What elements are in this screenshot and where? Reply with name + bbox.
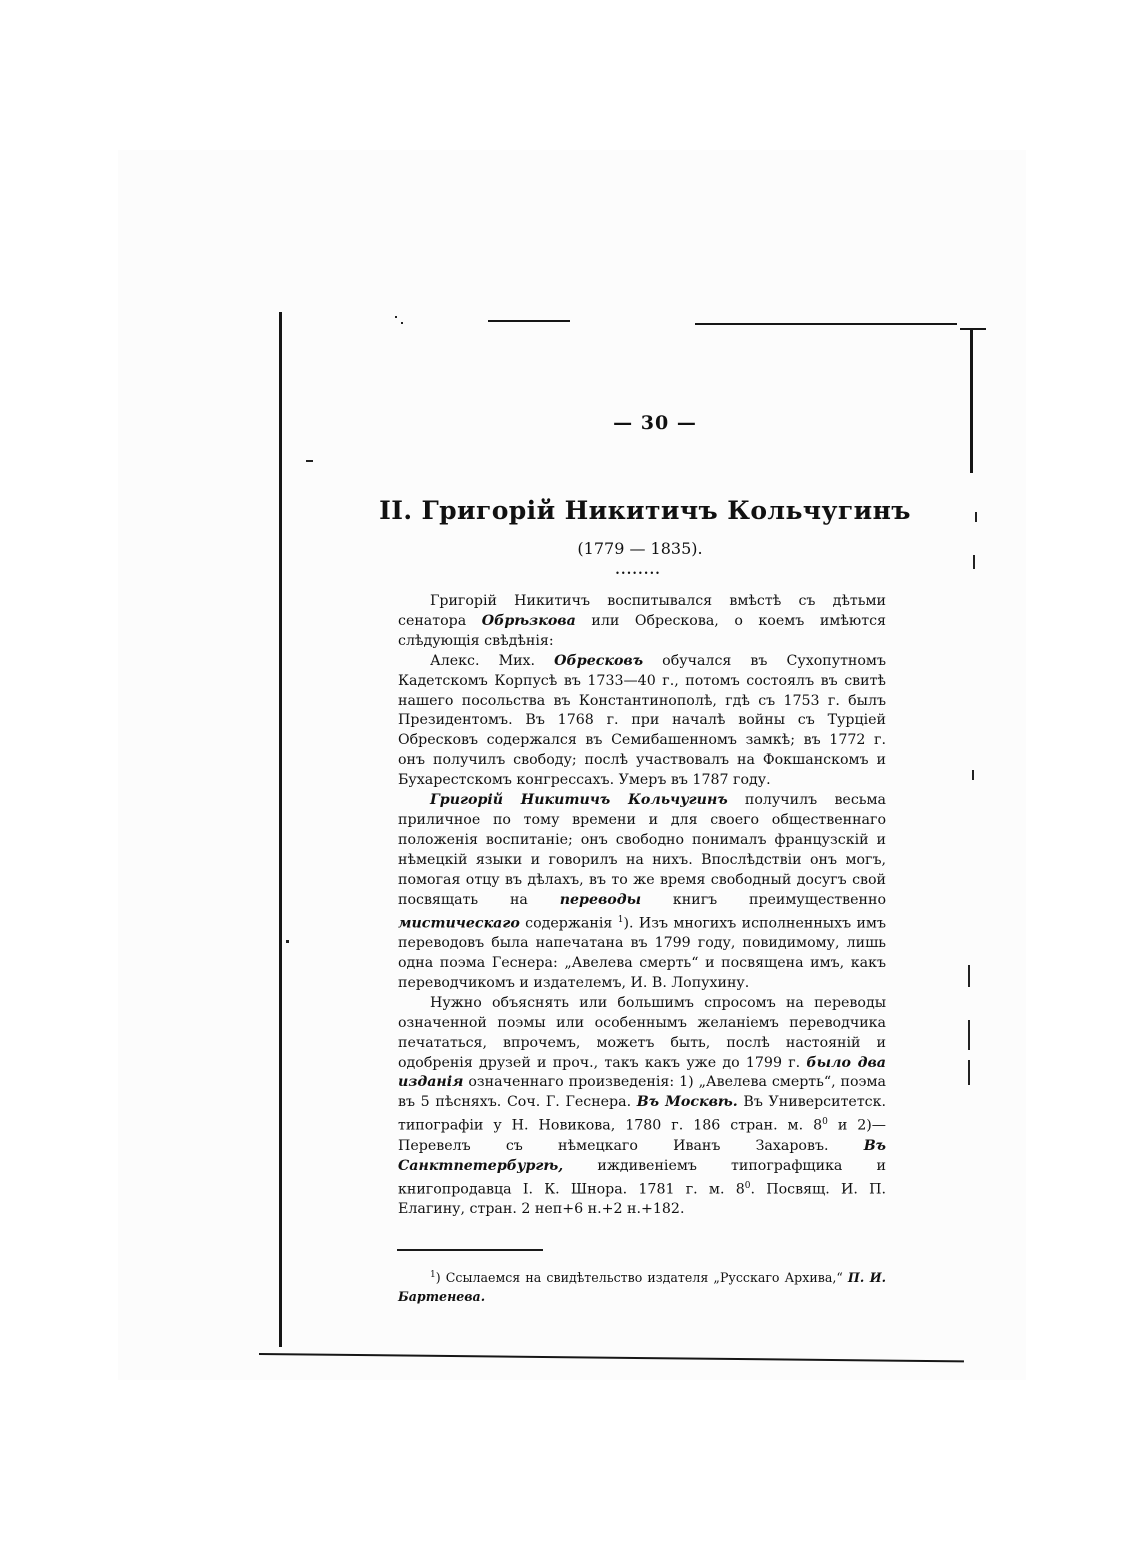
paragraph-2: Алекс. Мих. Обресковъ обучался въ Сухопутномъ Кадетскомъ Корпусѣ въ 1733—40 г., потомъ состоялъ въ свитѣ нашего посольства въ Константинополѣ, гдѣ съ 1753 г. былъ Президентомъ. Въ 1768 г. при началѣ войны съ Турціей Обресковъ содержался въ Семибашенномъ замкѣ; въ 1772 г. онъ получилъ свободу; послѣ участвовалъ на Фокшанскомъ и Бухарестскомъ конгрессахъ. Умеръ въ 1787 году. xyxy=(398,652,886,789)
ornament-divider: •••••••• xyxy=(615,569,661,578)
paragraph-1: Григорій Никитичъ воспитывался вмѣстѣ съ дѣтьми сенатора Обрѣзкова или Обрескова, о коемъ имѣются слѣдующія свѣдѣнія: xyxy=(398,593,886,649)
frame-right-border xyxy=(970,328,973,473)
footnote-ref: 1 xyxy=(617,914,624,925)
chapter-title: II. Григорій Никитичъ Кольчугинъ xyxy=(379,496,911,525)
life-dates: (1779 — 1835). xyxy=(577,539,703,558)
paragraph-4: Нужно объяснять или большимъ спросомъ на переводы означенной поэмы или особеннымъ желаніемъ переводчика печататься, впрочемъ, можетъ быть, послѣ настояній и одобренія друзей и проч., такъ какъ уже до 1799 г. было два изданія означеннаго произведенія: 1) „Авелева смерть“, поэма въ 5 пѣсняхъ. Соч. Г. Геснера. Въ Москвѣ. Въ Университетск. типографіи у Н. Новикова, 1780 г. 186 стран. м. $8^0$ и 2)—Перевелъ съ нѣмецкаго Иванъ Захаровъ. Въ Санктпетербургѣ, иждивеніемъ типографщика и книгопродавца I. К. Шнора. 1781 г. м. $8^0$. Посвящ. И. П. Елагину, стран. 2 неп+6 н.+2 н.+182. xyxy=(398,994,886,1218)
frame-right-cap xyxy=(960,328,986,330)
page-number: — 30 — xyxy=(613,412,697,434)
top-rule-right xyxy=(695,323,957,325)
footnote-rule xyxy=(397,1249,543,1251)
frame-left-border xyxy=(279,312,282,1347)
body-text xyxy=(398,592,886,1220)
top-rule-left xyxy=(488,320,570,322)
footnote: $^1$) Ссылаемся на свидѣтельство издателя „Русскаго Архива,“ П. И. Бартенева. xyxy=(398,1270,887,1305)
paragraph-3: Григорій Никитичъ Кольчугинъ получилъ весьма приличное по тому времени и для своего общественнаго положенія воспитаніе; онъ свободно понималъ французскій и нѣмецкій языки и говорилъ на нихъ. Впослѣдствіи онъ могъ, помогая отцу въ дѣлахъ, въ то же время свободный досугъ свой посвящать на переводы книгъ преимущественно мистическаго содержанія $^1$). Изъ многихъ исполненныхъ имъ переводовъ была напечатана въ 1799 году, повидимому, лишь одна поэма Геснера: „Авелева смерть“ и посвящена имъ, какъ переводчикомъ и издателемъ, И. В. Лопухину. xyxy=(398,792,886,991)
